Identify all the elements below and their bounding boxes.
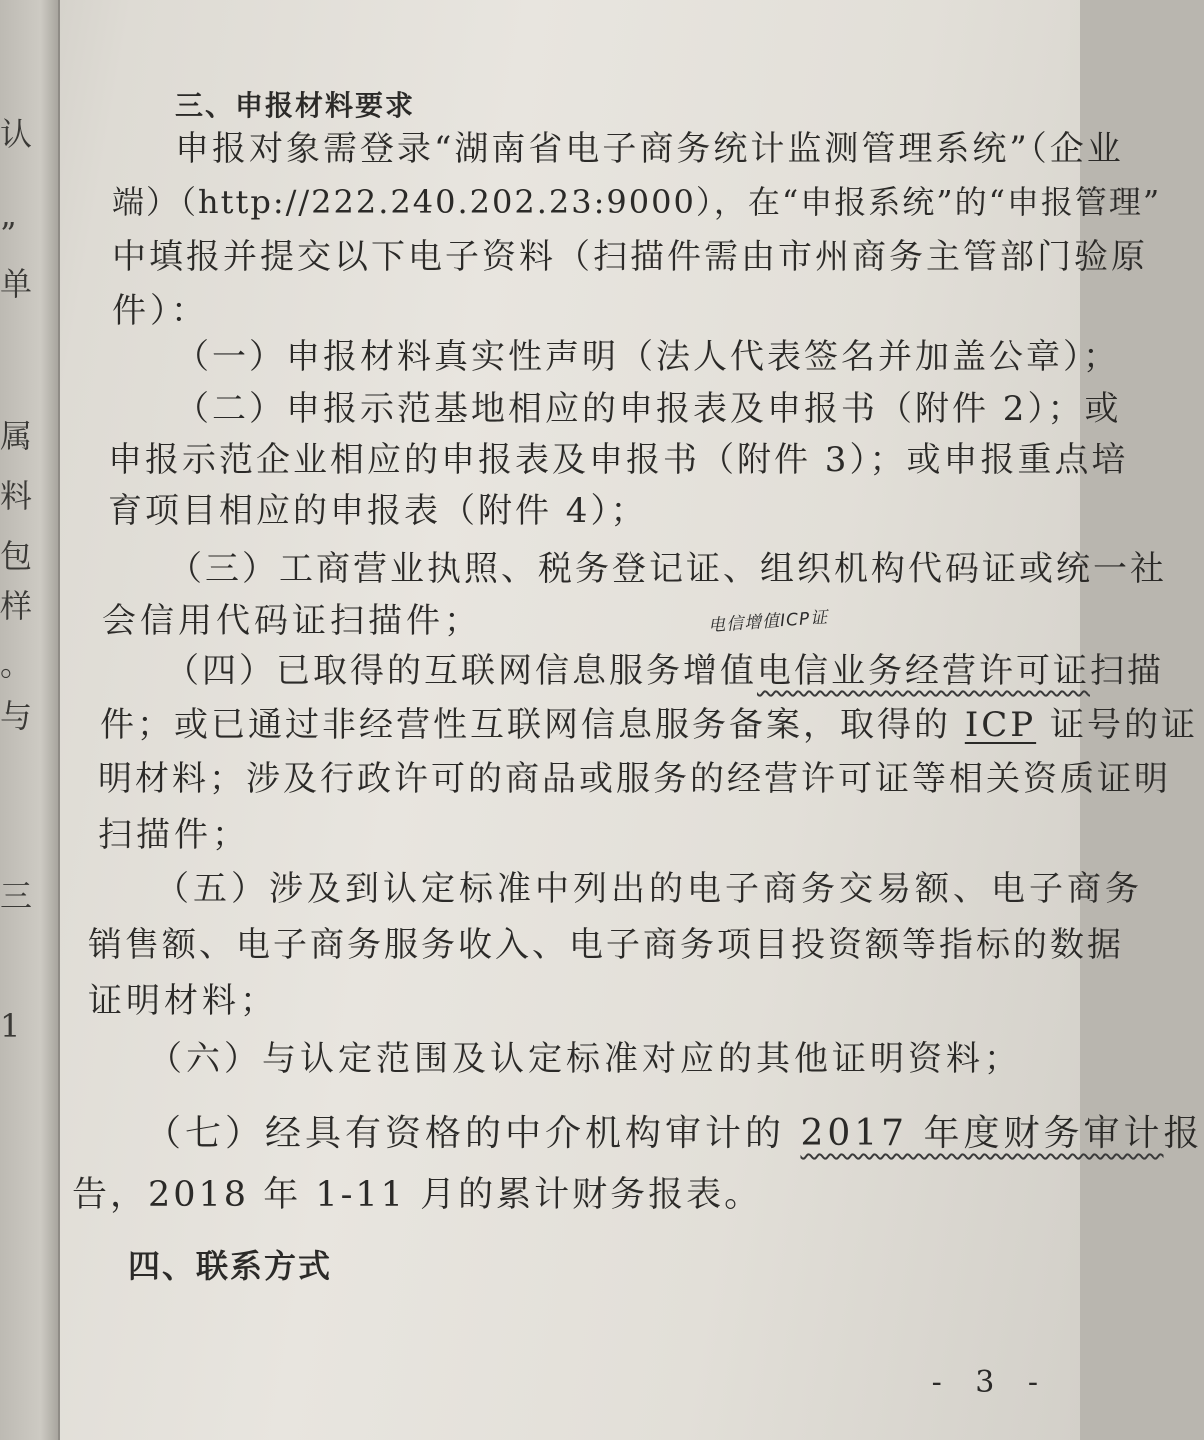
list-item-4-line: 明材料；涉及行政许可的商品或服务的经营许可证等相关资质证明 — [98, 759, 1171, 799]
list-item-4-text: 件；或已通过非经营性互联网信息服务备案，取得的 — [100, 705, 965, 745]
section-3-heading: 三、申报材料要求 — [175, 89, 416, 122]
list-item-7-line: 告，2018 年 1-11 月的累计财务报表。 — [72, 1175, 763, 1215]
paragraph-line: 件）： — [112, 291, 209, 331]
list-item-4-line: 扫描件； — [98, 815, 250, 855]
list-item-4-line — [100, 705, 1198, 745]
list-item-3-line: （三）工商营业执照、税务登记证、组织机构代码证或统一社 — [168, 549, 1167, 589]
paragraph-line: 申报对象需登录“湖南省电子商务统计监测管理系统”（企业 — [175, 129, 1124, 169]
list-item-4-text: 扫描 — [1090, 651, 1164, 691]
left-page-char: ” — [0, 215, 17, 253]
left-page-char: 1 — [0, 1007, 21, 1045]
list-item-2-line: （二）申报示范基地相应的申报表及申报书（附件 2）；或 — [175, 389, 1122, 429]
list-item-3-line: 会信用代码证扫描件； — [102, 601, 482, 641]
list-item-4-text: （四）已取得的互联网信息服务增值 — [165, 651, 757, 691]
list-item-5-line: 证明材料； — [88, 981, 278, 1021]
paragraph-line: 中填报并提交以下电子资料（扫描件需由市州商务主管部门验原 — [112, 237, 1148, 277]
left-page-char: 属 — [0, 417, 33, 455]
left-page-char: 。 — [0, 645, 33, 683]
list-item-5-line: （五）涉及到认定标准中列出的电子商务交易额、电子商务 — [155, 869, 1143, 909]
handwritten-annotation: 电信增值ICP证 — [707, 607, 829, 637]
underlined-icp-text: ICP — [964, 705, 1037, 745]
adjacent-page-edge — [0, 0, 60, 1440]
list-item-7-text: （七）经具有资格的中介机构审计的 — [145, 1113, 801, 1154]
left-page-char: 三 — [0, 877, 33, 915]
page-number: - 3 - — [931, 1365, 1050, 1400]
underlined-audit-text: 2017 年度财务审计 — [800, 1113, 1164, 1154]
left-page-char: 单 — [0, 265, 33, 303]
list-item-2-line: 申报示范企业相应的申报表及申报书（附件 3）；或申报重点培 — [108, 440, 1129, 480]
underlined-license-text: 电信业务经营许可证 — [757, 651, 1090, 691]
list-item-4-line — [165, 651, 1164, 691]
paragraph-line: 端）（http://222.240.202.23:9000），在“申报系统”的“申报管理” — [112, 183, 1162, 221]
list-item-5-line: 销售额、电子商务服务收入、电子商务项目投资额等指标的数据 — [88, 925, 1124, 965]
section-4-heading: 四、联系方式 — [128, 1247, 333, 1285]
list-item-4-text: 证号的证 — [1036, 705, 1198, 745]
list-item-2-line: 育项目相应的申报表（附件 4）； — [108, 491, 648, 531]
left-page-char: 与 — [0, 697, 33, 735]
list-item-7-text: 报 — [1163, 1113, 1204, 1154]
left-page-char: 料 — [0, 477, 33, 515]
list-item-6: （六）与认定范围及认定标准对应的其他证明资料； — [148, 1039, 1022, 1079]
left-page-char: 包 — [0, 537, 33, 575]
list-item-7-line — [145, 1113, 1204, 1154]
list-item-1: （一）申报材料真实性声明（法人代表签名并加盖公章）； — [175, 337, 1120, 377]
left-page-char: 样 — [0, 587, 33, 625]
left-page-char: 认 — [0, 115, 33, 153]
main-text-area — [60, 0, 1204, 1440]
